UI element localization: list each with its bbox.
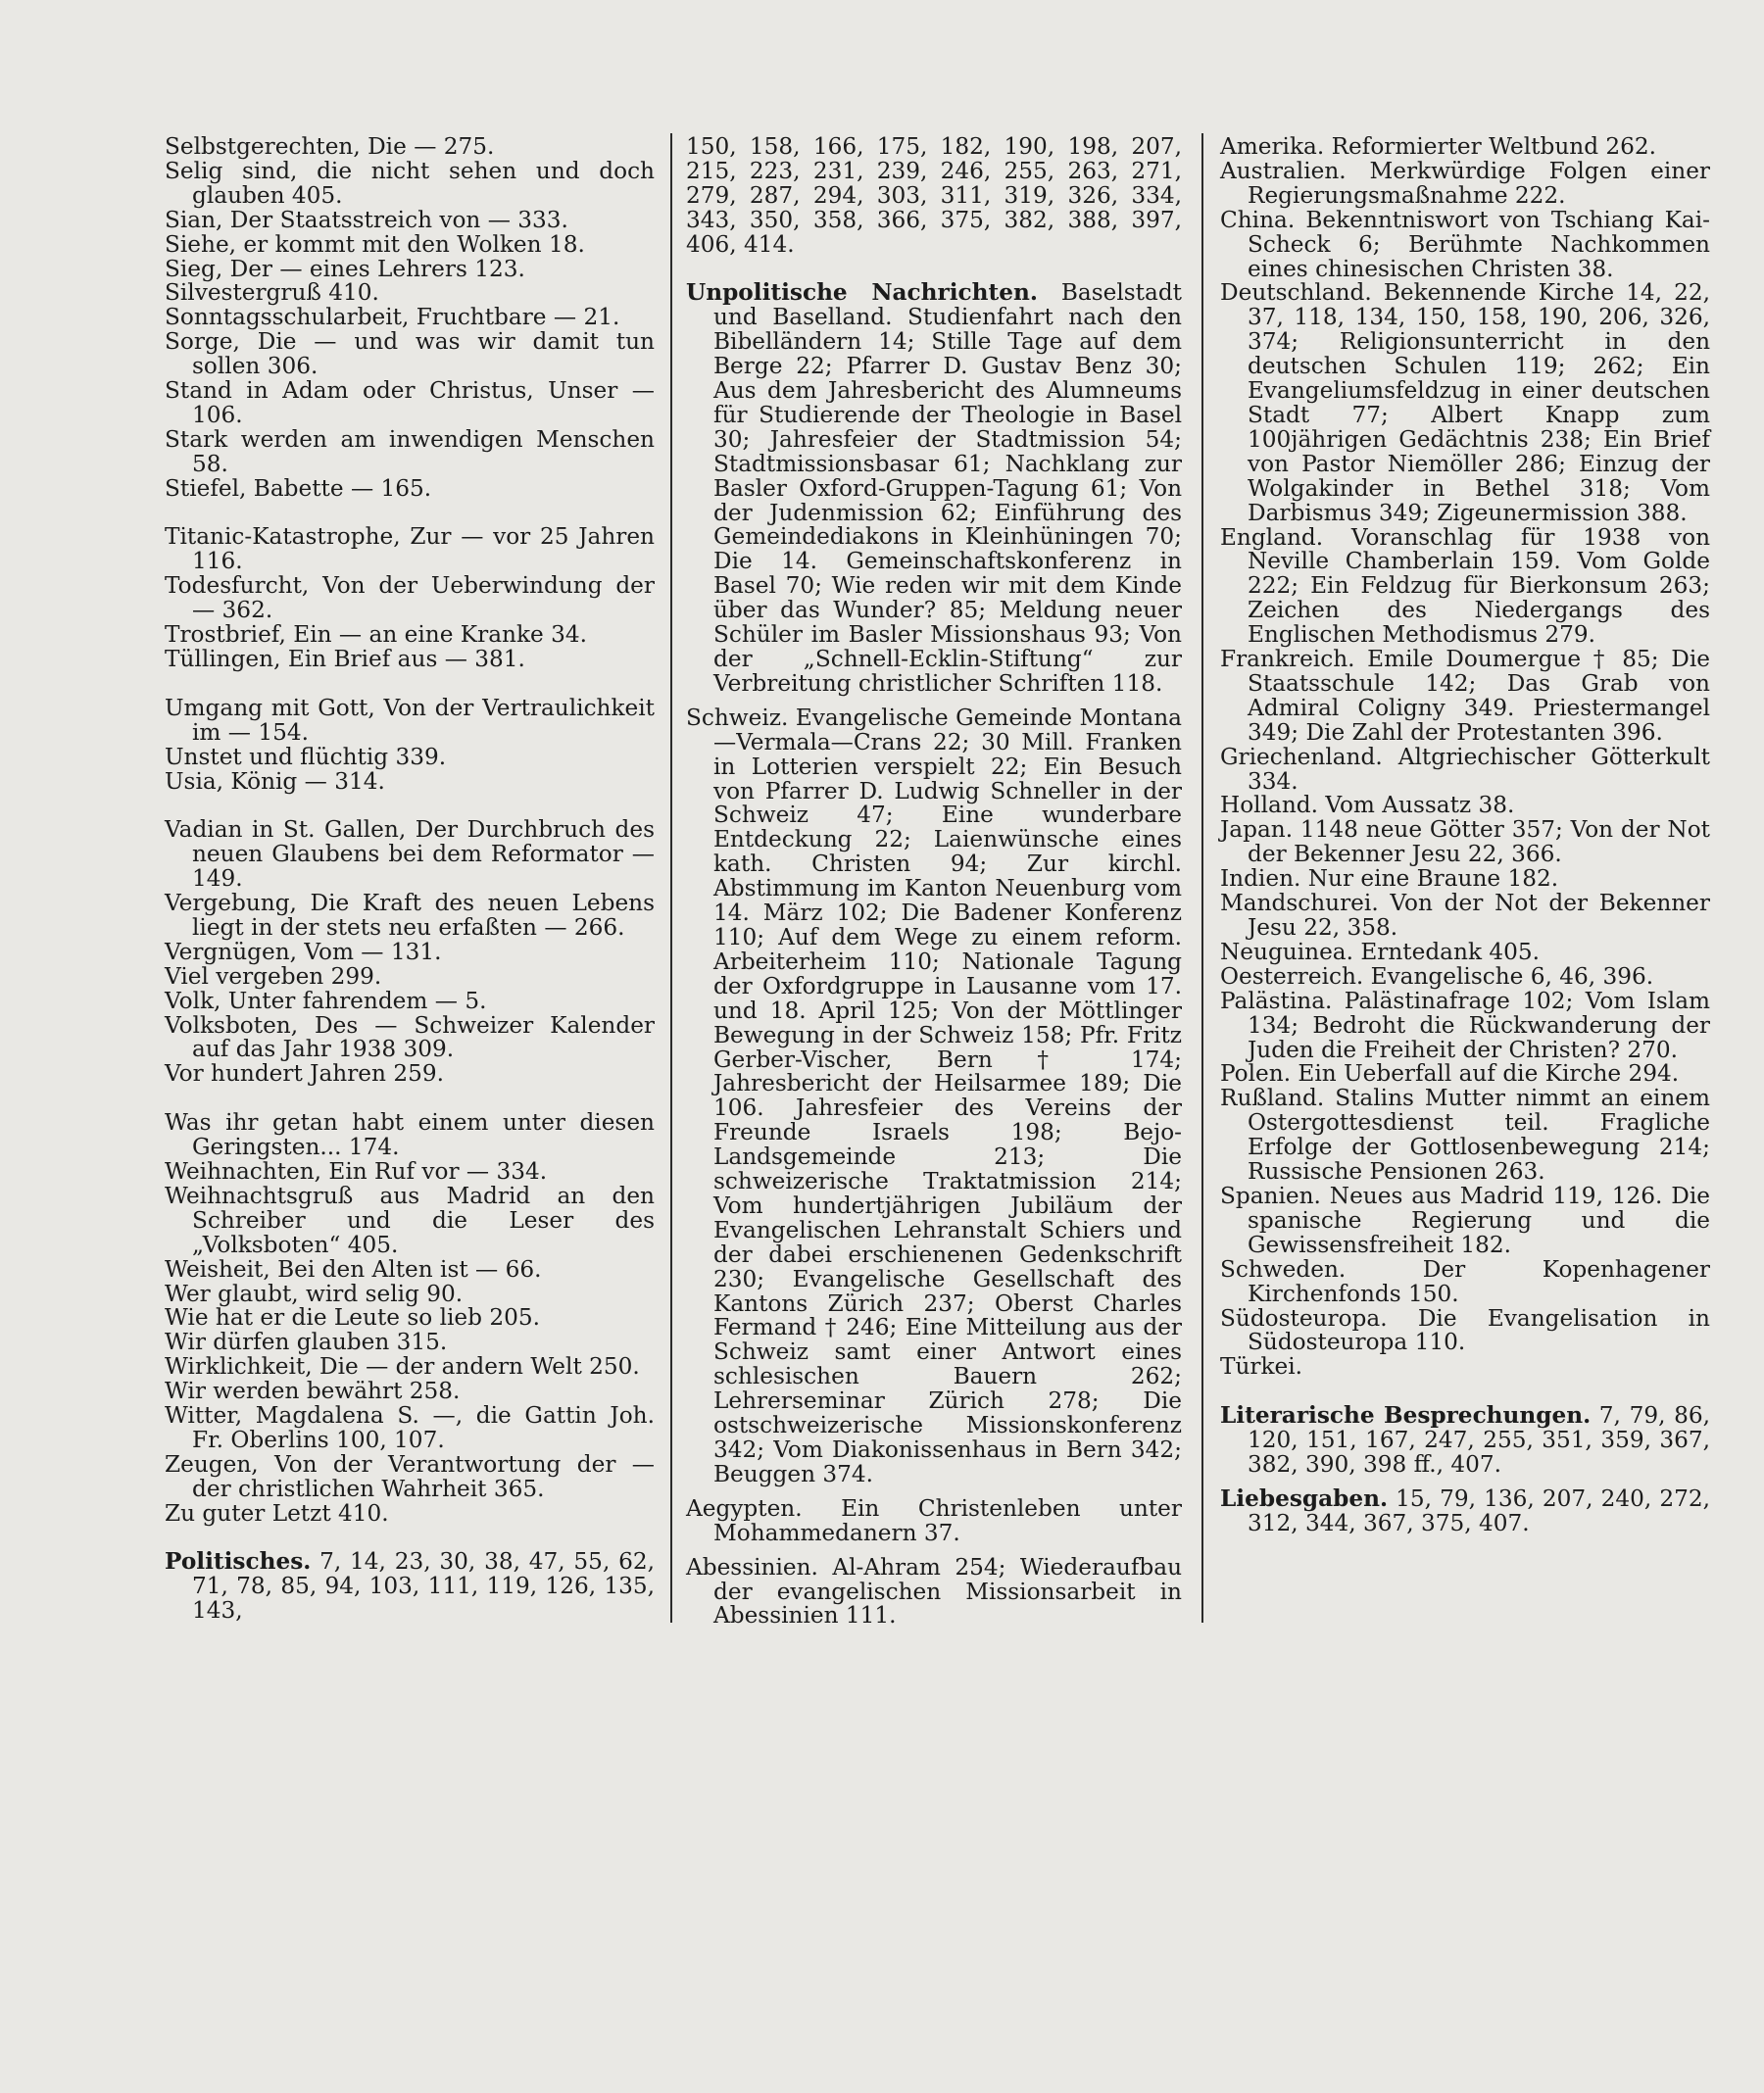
entry-text: Rußland. Stalins Mutter nimmt an einem Ostergottesdienst teil. Fragliche Erfolge der Gottlosenbewegung 214; Russische Pensionen 263. <box>1220 1085 1710 1186</box>
entry-text: Usia, König — 314. <box>165 767 385 795</box>
index-entry <box>1220 1404 1710 1478</box>
index-entry <box>1220 794 1710 818</box>
entry-text: Wie hat er die Leute so lieb 205. <box>165 1304 541 1332</box>
entry-text: Aegypten. Ein Christenleben unter Mohammedanern 37. <box>686 1494 1182 1546</box>
entry-text: Schweiz. Evangelische Gemeinde Montana—Vermala—Crans 22; 30 Mill. Franken in Lotterien verspielt 22; Ein Besuch von Pfarrer D. Ludwig Schneller in der Schweiz 47; Eine wunderbare Entdeckung 22; Laienwünsche eines kath. Christen 94; Zur kirchl. Abstimmung im Kanton Neuenburg vom 14. März 102; Die Badener Konferenz 110; Auf dem Wege zu einem reform. Arbeiterheim 110; Nationale Tagung der Oxfordgruppe in Lausanne vom 17. und 18. April 125; Von der Möttlinger Bewegung in der Schweiz 158; Pfr. Fritz Gerber-Vischer, Bern † 174; Jahresbericht der Heilsarmee 189; Die 106. Jahresfeier des Vereins der Freunde Israels 198; Bejo-Landsgemeinde 213; Die schweizerische Traktatmission 214; Vom hundertjährigen Jubiläum der Evangelischen Lehranstalt Schiers und der dabei erschienenen Gedenkschrift 230; Evangelische Gesellschaft des Kantons Zürich 237; Oberst Charles Fermand † 246; Eine Mitteilung aus der Schweiz samt einer Antwort eines schlesischen Bauern 262; Lehrerseminar Zürich 278; Die ostschweizerische Missionskonferenz 342; Vom Diakonissenhaus in Bern 342; Beuggen 374. <box>686 704 1182 1487</box>
index-entry <box>686 706 1182 1487</box>
entry-text: Vergebung, Die Kraft des neuen Lebens liegt in der stets neu erfaßten — 266. <box>165 890 655 941</box>
entry-text: Mandschurei. Von der Not der Bekenner Jesu 22, 358. <box>1220 890 1710 941</box>
entry-spacer <box>686 258 1182 282</box>
entry-text: Silvestergruß 410. <box>165 279 379 307</box>
index-entry <box>1220 1304 1710 1356</box>
entry-text: Australien. Merkwürdige Folgen einer Regierungsmaßnahme 222. <box>1220 157 1710 209</box>
entry-text: 15, 79, 136, 207, 240, 272, 312, 344, 367, 375, 407. <box>1248 1485 1710 1536</box>
entry-text: Zu guter Letzt 410. <box>165 1499 389 1527</box>
index-column-2 <box>686 135 1182 1629</box>
index-entry <box>165 230 655 258</box>
index-entry <box>165 206 655 233</box>
entry-text: Witter, Magdalena S. —, die Gattin Joh. Fr. Oberlins 100, 107. <box>165 1402 655 1453</box>
index-entry <box>165 767 655 795</box>
index-entry <box>1220 523 1710 649</box>
entry-text: Volk, Unter fahrendem — 5. <box>165 987 487 1014</box>
index-entry <box>1220 987 1710 1063</box>
index-entry <box>165 818 655 892</box>
entry-text: Vergnügen, Vom — 131. <box>165 938 442 965</box>
index-entry <box>165 1255 655 1283</box>
entry-spacer <box>165 672 655 697</box>
entry-text: Trostbrief, Ein — an eine Kranke 34. <box>165 621 587 649</box>
entry-text: Weihnachten, Ein Ruf vor — 334. <box>165 1158 548 1185</box>
index-entry <box>165 1160 655 1185</box>
index-entry <box>686 281 1182 696</box>
entry-text: Sian, Der Staatsstreich von — 333. <box>165 206 568 233</box>
index-entry <box>165 694 655 746</box>
index-entry <box>165 330 655 379</box>
entry-spacer <box>1220 1380 1710 1404</box>
index-entry <box>165 962 655 990</box>
index-entry <box>165 648 655 672</box>
index-entry <box>165 1182 655 1258</box>
index-entry <box>686 1553 1182 1630</box>
entry-spacer <box>165 502 655 526</box>
index-entry <box>165 157 655 209</box>
entry-text: Weisheit, Bei den Alten ist — 66. <box>165 1255 542 1283</box>
entry-text: England. Voranschlag für 1938 von Neville Chamberlain 159. Vom Golde 222; Ein Feldzug für Bierkonsum 263; Zeichen des Niedergangs des Englischen Methodismus 279. <box>1220 523 1710 649</box>
entry-text: Selig sind, die nicht sehen und doch glauben 405. <box>165 157 655 209</box>
index-entry <box>165 1280 655 1307</box>
index-entry <box>165 525 655 574</box>
entry-text: Amerika. Reformierter Weltbund 262. <box>1220 133 1657 160</box>
index-entry <box>1220 1182 1710 1258</box>
index-entry <box>165 1111 655 1160</box>
entry-text: Wirklichkeit, Die — der andern Welt 250. <box>165 1353 640 1381</box>
index-entry <box>165 892 655 941</box>
entry-text: Palästina. Palästinafrage 102; Vom Islam 134; Bedroht die Rückwanderung der Juden die Freiheit der Christen? 270. <box>1220 987 1710 1063</box>
entry-text: Indien. Nur eine Braune 182. <box>1220 865 1559 893</box>
index-entry <box>686 135 1182 258</box>
index-column-3 <box>1220 135 1710 1536</box>
index-entry <box>165 1062 655 1087</box>
entry-text: Sorge, Die — und was wir damit tun sollen 306. <box>165 328 655 380</box>
index-entry <box>1220 867 1710 892</box>
index-entry <box>165 1306 655 1331</box>
entry-text: Selbstgerechten, Die — 275. <box>165 133 495 160</box>
column-divider <box>670 133 672 1623</box>
entry-text: 7, 79, 86, 120, 151, 167, 247, 255, 351, 359, 367, 382, 390, 398 ff., 407. <box>1248 1402 1710 1478</box>
index-entry <box>165 1331 655 1355</box>
index-entry <box>165 135 655 160</box>
entry-text: Stiefel, Babette — 165. <box>165 474 432 502</box>
index-entry <box>1220 1062 1710 1087</box>
index-entry <box>165 379 655 428</box>
index-entry <box>1220 1355 1710 1380</box>
section-heading: Unpolitische Nachrichten. <box>686 279 1038 307</box>
index-entry <box>165 938 655 965</box>
column-divider <box>1201 133 1203 1623</box>
entry-text: Griechenland. Altgriechischer Götterkult 334. <box>1220 743 1710 795</box>
entry-text: Wir dürfen glauben 315. <box>165 1329 448 1356</box>
index-entry <box>1220 818 1710 867</box>
index-entry <box>165 306 655 330</box>
index-entry <box>165 255 655 282</box>
entry-text: Abessinien. Al-Ahram 254; Wiederaufbau der evangelischen Missionsarbeit in Abessinien 111. <box>686 1553 1182 1630</box>
index-entry <box>165 987 655 1014</box>
entry-text: Holland. Vom Aussatz 38. <box>1220 792 1515 819</box>
index-entry <box>1220 1255 1710 1307</box>
index-entry <box>165 1499 655 1527</box>
index-entry <box>1220 206 1710 282</box>
index-entry <box>1220 962 1710 990</box>
entry-text: Baselstadt und Baselland. Studienfahrt nach den Bibelländern 14; Stille Tage auf dem Berge 22; Pfarrer D. Gustav Benz 30; Aus dem Jahresbericht des Alumneums für Studierende der Theologie in Basel 30; Jahresfeier der Stadtmission 54; Stadtmissionsbasar 61; Nachklang zur Basler Oxford-Gruppen-Tagung 61; Von der Judenmission 62; Einführung des Gemeindediakons in Kleinhüningen 70; Die 14. Gemeinschaftskonferenz in Basel 70; Wie reden wir mit dem Kinde über das Wunder? 85; Meldung neuer Schüler im Basler Missionshaus 93; Von der „Schnell-Ecklin-Stiftung“ zur Verbreitung christlicher Schriften 118. <box>713 279 1182 697</box>
section-heading: Literarische Besprechungen. <box>1220 1402 1592 1430</box>
index-entry <box>165 623 655 648</box>
entry-text: Sieg, Der — eines Lehrers 123. <box>165 255 525 282</box>
entry-text: Polen. Ein Ueberfall auf die Kirche 294. <box>1220 1060 1680 1088</box>
index-entry <box>1220 1487 1710 1536</box>
entry-text: Zeugen, Von der Verantwortung der — der christlichen Wahrheit 365. <box>165 1450 655 1502</box>
index-entry <box>165 425 655 477</box>
entry-text: Viel vergeben 299. <box>165 962 382 990</box>
entry-text: Neuguinea. Erntedank 405. <box>1220 938 1540 965</box>
index-entry <box>686 1494 1182 1546</box>
index-entry <box>165 1404 655 1453</box>
entry-text: Todesfurcht, Von der Ueberwindung der — 362. <box>165 572 655 624</box>
index-entry <box>1220 157 1710 209</box>
entry-text: Südosteuropa. Die Evangelisation in Südosteuropa 110. <box>1220 1304 1710 1356</box>
index-entry <box>165 1450 655 1502</box>
entry-text: Frankreich. Emile Doumergue † 85; Die Staatsschule 142; Das Grab von Admiral Coligny 349. Priestermangel 349; Die Zahl der Protestanten 396. <box>1220 646 1710 746</box>
entry-text: Schweden. Der Kopenhagener Kirchenfonds 150. <box>1220 1255 1710 1307</box>
index-entry <box>1220 135 1710 160</box>
index-entry <box>165 1355 655 1380</box>
entry-text: Umgang mit Gott, Von der Vertraulichkeit im — 154. <box>165 694 655 746</box>
index-entry <box>165 1011 655 1063</box>
index-entry <box>1220 1087 1710 1185</box>
index-column-1 <box>165 135 655 1624</box>
entry-text: Stark werden am inwendigen Menschen 58. <box>165 425 655 477</box>
entry-text: Oesterreich. Evangelische 6, 46, 396. <box>1220 962 1654 990</box>
index-entry <box>1220 648 1710 746</box>
index-entry <box>165 743 655 770</box>
index-entry <box>1220 281 1710 525</box>
entry-spacer <box>165 1087 655 1111</box>
index-entry <box>1220 938 1710 965</box>
entry-text: Weihnachtsgruß aus Madrid an den Schreiber und die Leser des „Volksboten“ 405. <box>165 1182 655 1258</box>
entry-spacer <box>165 794 655 818</box>
entry-text: Volksboten, Des — Schweizer Kalender auf das Jahr 1938 309. <box>165 1011 655 1063</box>
entry-text: Was ihr getan habt einem unter diesen Geringsten... 174. <box>165 1109 655 1161</box>
index-entry <box>165 574 655 623</box>
entry-text: Wer glaubt, wird selig 90. <box>165 1280 464 1307</box>
entry-text: Siehe, er kommt mit den Wolken 18. <box>165 230 585 258</box>
index-entry <box>165 1550 655 1624</box>
entry-text: Türkei. <box>1220 1353 1303 1381</box>
entry-text: 7, 14, 23, 30, 38, 47, 55, 62, 71, 78, 85, 94, 103, 111, 119, 126, 135, 143, <box>192 1548 655 1625</box>
index-entry <box>165 281 655 306</box>
index-entry <box>1220 743 1710 795</box>
entry-spacer <box>165 1527 655 1551</box>
index-entry <box>165 474 655 502</box>
section-heading: Politisches. <box>165 1548 312 1576</box>
entry-text: 150, 158, 166, 175, 182, 190, 198, 207, 215, 223, 231, 239, 246, 255, 263, 271, 279, 287, 294, 303, 311, 319, 326, 334, 343, 350, 358, 366, 375, 382, 388, 397, 406, 414. <box>686 133 1182 258</box>
entry-text: Sonntagsschularbeit, Fruchtbare — 21. <box>165 304 620 331</box>
entry-text: Spanien. Neues aus Madrid 119, 126. Die spanische Regierung und die Gewissensfreiheit 182. <box>1220 1182 1710 1258</box>
entry-text: Vadian in St. Gallen, Der Durchbruch des neuen Glaubens bei dem Reformator — 149. <box>165 816 655 893</box>
entry-text: Deutschland. Bekennende Kirche 14, 22, 37, 118, 134, 150, 158, 190, 206, 326, 374; Religionsunterricht in den deutschen Schulen 119; 262; Ein Evangeliumsfeldzug in einer deutschen Stadt 77; Albert Knapp zum 100jährigen Gedächtnis 238; Ein Brief von Pastor Niemöller 286; Einzug der Wolgakinder in Bethel 318; Vom Darbismus 349; Zigeunermission 388. <box>1220 279 1710 526</box>
entry-text: Unstet und flüchtig 339. <box>165 743 447 770</box>
section-heading: Liebesgaben. <box>1220 1485 1389 1512</box>
index-entry <box>165 1380 655 1404</box>
entry-text: China. Bekenntniswort von Tschiang Kai-Scheck 6; Berühmte Nachkommen eines chinesischen Christen 38. <box>1220 206 1710 282</box>
index-entry <box>1220 892 1710 941</box>
entry-text: Vor hundert Jahren 259. <box>165 1060 444 1088</box>
entry-text: Tüllingen, Ein Brief aus — 381. <box>165 646 525 673</box>
entry-text: Titanic-Katastrophe, Zur — vor 25 Jahren 116. <box>165 523 655 575</box>
entry-text: Wir werden bewährt 258. <box>165 1378 461 1405</box>
entry-text: Stand in Adam oder Christus, Unser — 106. <box>165 377 655 428</box>
entry-text: Japan. 1148 neue Götter 357; Von der Not der Bekenner Jesu 22, 366. <box>1220 816 1710 868</box>
